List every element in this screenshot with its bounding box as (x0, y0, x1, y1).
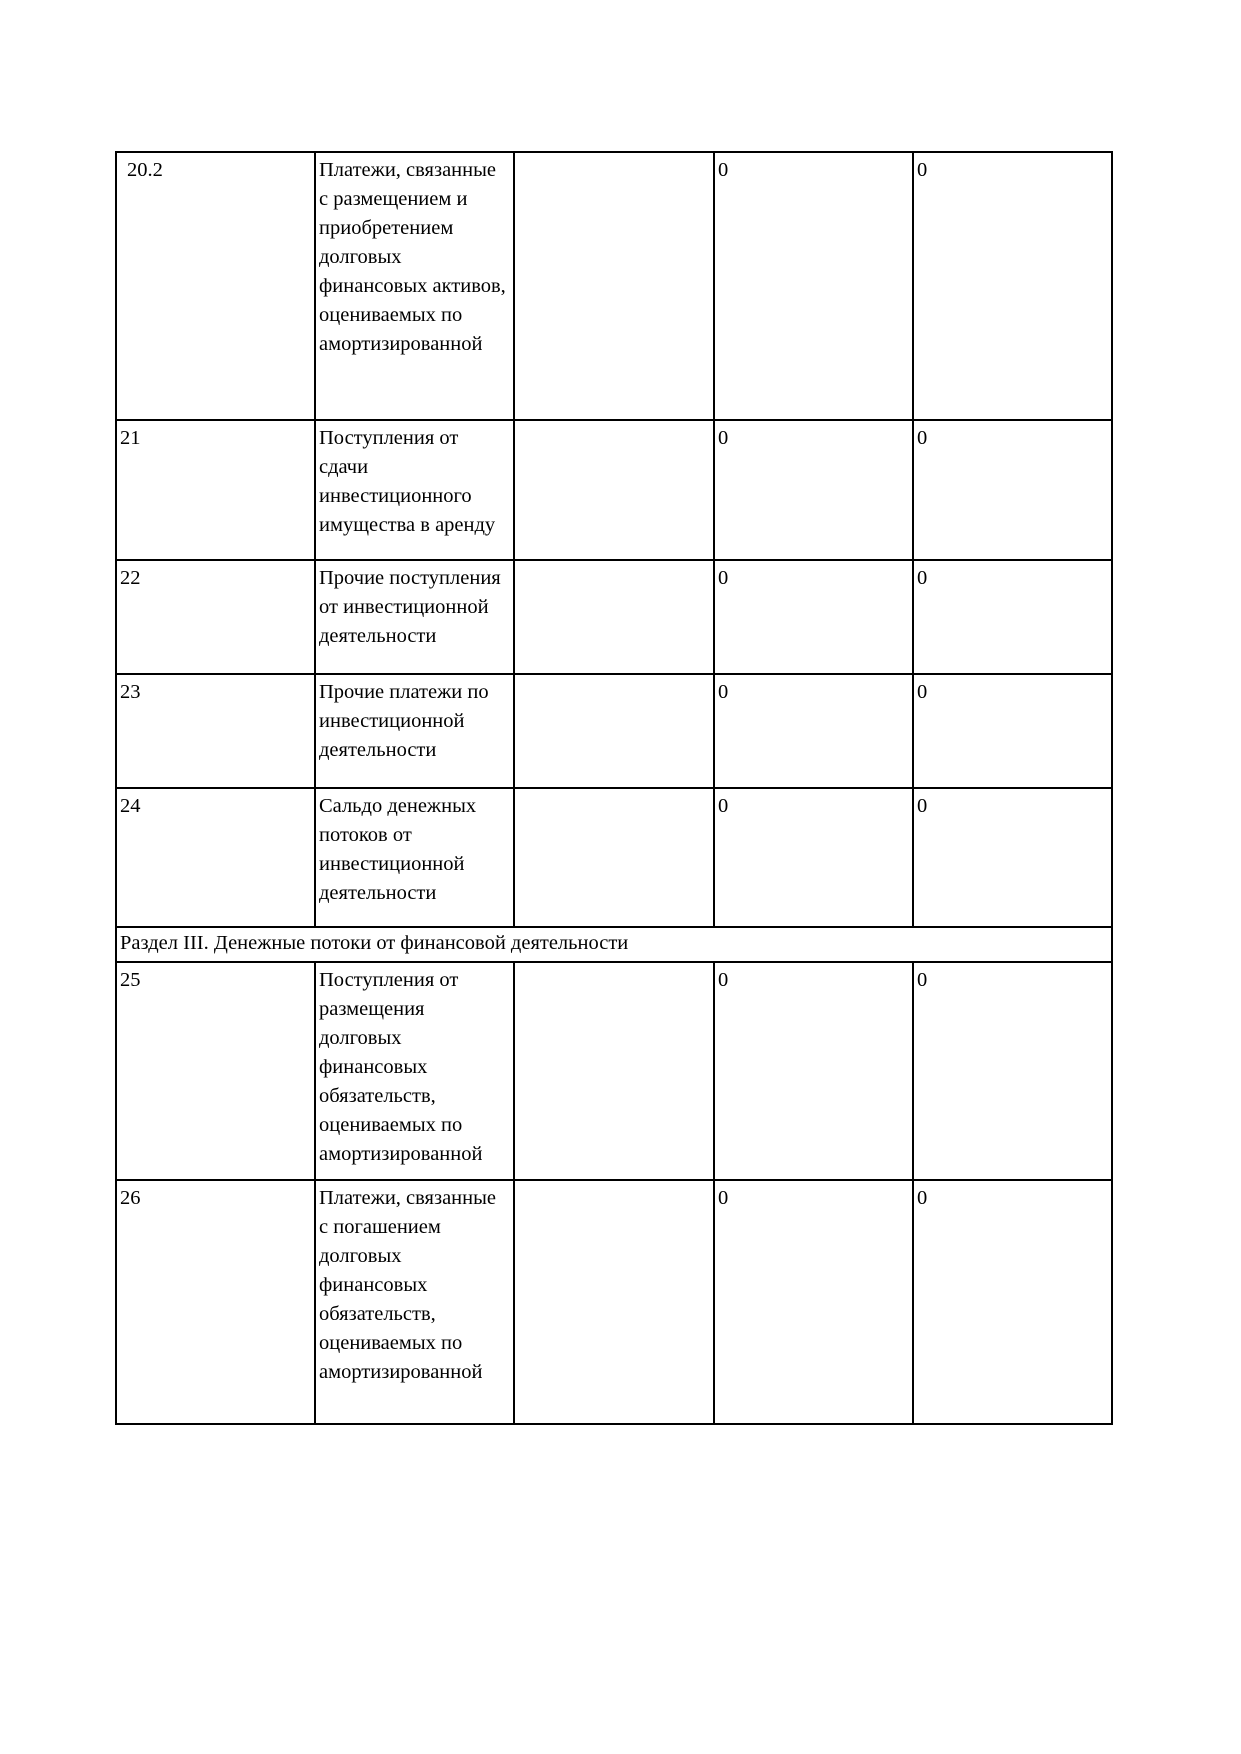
row-name: Поступления от размещения долговых финансовых обязательств, оцениваемых по амортизированной (315, 962, 514, 1180)
section-title: Раздел III. Денежные потоки от финансовой деятельности (116, 927, 1112, 962)
row-value-previous: 0 (913, 674, 1112, 788)
row-value-current: 0 (714, 152, 913, 420)
row-note (514, 420, 714, 560)
table-row (116, 788, 1112, 927)
row-value-current: 0 (714, 962, 913, 1180)
row-code: 26 (116, 1180, 315, 1424)
row-value-current: 0 (714, 420, 913, 560)
row-value-previous: 0 (913, 560, 1112, 674)
row-name-text: Поступления от сдачи инвестиционного имущества в аренду (319, 427, 496, 536)
row-code: 22 (116, 560, 315, 674)
section-row (116, 927, 1112, 962)
row-value-previous: 0 (913, 962, 1112, 1180)
row-code: 25 (116, 962, 315, 1180)
row-code: 23 (116, 674, 315, 788)
table-row (116, 674, 1112, 788)
row-value-current: 0 (714, 1180, 913, 1424)
row-note (514, 152, 714, 420)
row-name (315, 420, 514, 560)
row-note (514, 1180, 714, 1424)
row-name: Платежи, связанные с размещением и приобретением долговых финансовых активов, оцениваемых по амортизированной (315, 152, 514, 420)
row-value-current: 0 (714, 788, 913, 927)
row-name (315, 674, 514, 788)
row-name-text: Прочие поступления от инвестиционной деятельности (319, 567, 501, 647)
row-code: 21 (116, 420, 315, 560)
row-note (514, 674, 714, 788)
row-value-previous: 0 (913, 420, 1112, 560)
row-code: 24 (116, 788, 315, 927)
table-row (116, 420, 1112, 560)
row-value-current: 0 (714, 674, 913, 788)
table-row (116, 1180, 1112, 1424)
table-row (116, 152, 1112, 420)
row-name (315, 560, 514, 674)
row-value-current: 0 (714, 560, 913, 674)
table-row (116, 560, 1112, 674)
row-code: 20.2 (116, 152, 315, 420)
row-name-text: Прочие платежи по инвестиционной деятельности (319, 681, 489, 761)
cash-flow-table (115, 151, 1113, 1425)
table-row (116, 962, 1112, 1180)
row-name: Сальдо денежных потоков от инвестиционной деятельности (315, 788, 514, 927)
row-value-previous: 0 (913, 152, 1112, 420)
row-value-previous: 0 (913, 788, 1112, 927)
row-value-previous: 0 (913, 1180, 1112, 1424)
row-note (514, 962, 714, 1180)
row-note (514, 788, 714, 927)
row-note (514, 560, 714, 674)
row-name: Платежи, связанные с погашением долговых финансовых обязательств, оцениваемых по амортизированной (315, 1180, 514, 1424)
